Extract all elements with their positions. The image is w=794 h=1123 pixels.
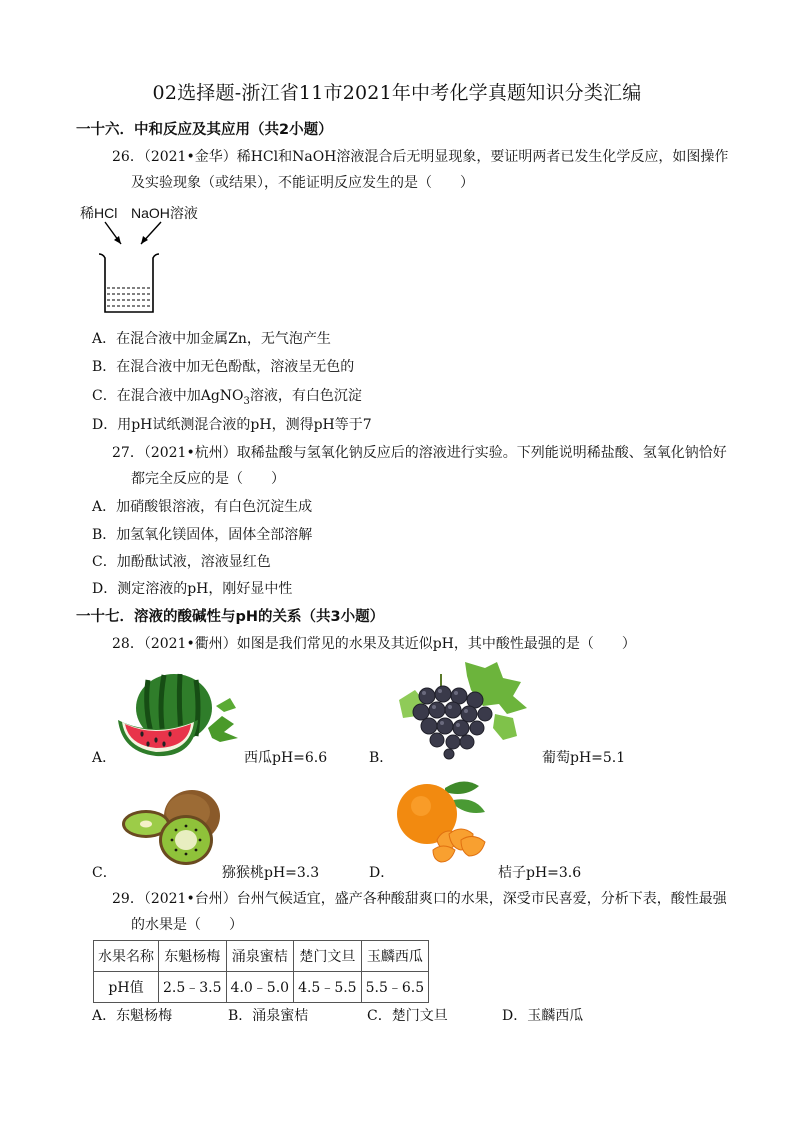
watermelon-image	[112, 668, 246, 760]
q28-option-a-letter: A．	[92, 750, 117, 766]
kiwi-image	[116, 786, 224, 868]
q27-option-b: B．加氢氧化镁固体，固体全部溶解	[92, 527, 313, 543]
table-cell: 玉麟西瓜	[361, 941, 429, 972]
label-dilute-hcl: 稀HCl	[80, 205, 118, 221]
section-heading-17: 一十七．溶液的酸碱性与pH的关系（共3小题）	[76, 609, 385, 625]
table-cell: 4.0﹣5.0	[226, 972, 294, 1003]
q28-option-a-caption: 西瓜pH=6.6	[244, 750, 328, 766]
beaker-outline	[99, 254, 159, 312]
table-row	[94, 972, 429, 1003]
q29-option-c: C．楚门文旦	[367, 1008, 448, 1024]
question-29-line1: 29．（2021•台州）台州气候适宜，盛产各种酸甜爽口的水果，深受市民喜爱，分析下表，酸性最强	[112, 891, 727, 907]
table-cell: 4.5﹣5.5	[294, 972, 362, 1003]
orange-image	[393, 778, 493, 866]
q26-option-d: D．用pH试纸测混合液的pH，测得pH等于7	[92, 417, 372, 433]
question-28-line1: 28．（2021•衢州）如图是我们常见的水果及其近似pH，其中酸性最强的是（ ）	[112, 636, 636, 652]
question-27-line2: 都完全反应的是（ ）	[131, 471, 285, 487]
q28-option-d-caption: 桔子pH=3.6	[498, 865, 582, 881]
q28-option-b-letter: B．	[369, 750, 394, 766]
grapes-image	[395, 660, 535, 760]
q28-option-d-letter: D．	[369, 865, 395, 881]
table-cell: 水果名称	[94, 941, 159, 972]
question-26-line1: 26．（2021•金华）稀HCl和NaOH溶液混合后无明显现象，要证明两者已发生化学反应，如图操作	[112, 149, 729, 165]
q29-option-b: B．涌泉蜜桔	[228, 1008, 309, 1024]
q27-option-a: A．加硝酸银溶液，有白色沉淀生成	[92, 499, 313, 515]
q28-option-b-caption: 葡萄pH=5.1	[542, 750, 626, 766]
question-29-line2: 的水果是（ ）	[131, 917, 243, 933]
q26-option-c: C．在混合液中加AgNO$_3$溶液，有白色沉淀	[92, 388, 362, 407]
table-cell: 2.5﹣3.5	[159, 972, 227, 1003]
table-header-row	[94, 941, 429, 972]
beaker-diagram	[95, 218, 175, 318]
q27-option-c: C．加酚酞试液，溶液显红色	[92, 554, 271, 570]
label-naoh-solution: NaOH溶液	[131, 205, 198, 221]
q27-option-d: D．测定溶液的pH，刚好显中性	[92, 581, 293, 597]
question-26-line2: 及实验现象（或结果），不能证明反应发生的是（ ）	[131, 175, 474, 191]
fruit-ph-table	[93, 940, 429, 1003]
question-27-line1: 27．（2021•杭州）取稀盐酸与氢氧化钠反应后的溶液进行实验。下列能说明稀盐酸、氢氧化钠恰好	[112, 445, 727, 461]
page-title: 02选择题-浙江省11市2021年中考化学真题知识分类汇编	[152, 82, 642, 104]
q28-option-c-letter: C．	[92, 865, 117, 881]
table-cell: 楚门文旦	[294, 941, 362, 972]
section-heading-16: 一十六．中和反应及其应用（共2小题）	[76, 122, 333, 138]
q29-option-a: A．东魁杨梅	[92, 1008, 173, 1024]
q26-option-b: B．在混合液中加无色酚酞，溶液呈无色的	[92, 359, 355, 375]
table-cell: 东魁杨梅	[159, 941, 227, 972]
table-cell: 5.5﹣6.5	[361, 972, 429, 1003]
q29-option-d: D．玉麟西瓜	[502, 1008, 584, 1024]
q28-option-c-caption: 猕猴桃pH=3.3	[222, 865, 320, 881]
q26-option-a: A．在混合液中加金属Zn，无气泡产生	[92, 331, 331, 347]
table-cell: 涌泉蜜桔	[226, 941, 294, 972]
table-cell: pH值	[94, 972, 159, 1003]
